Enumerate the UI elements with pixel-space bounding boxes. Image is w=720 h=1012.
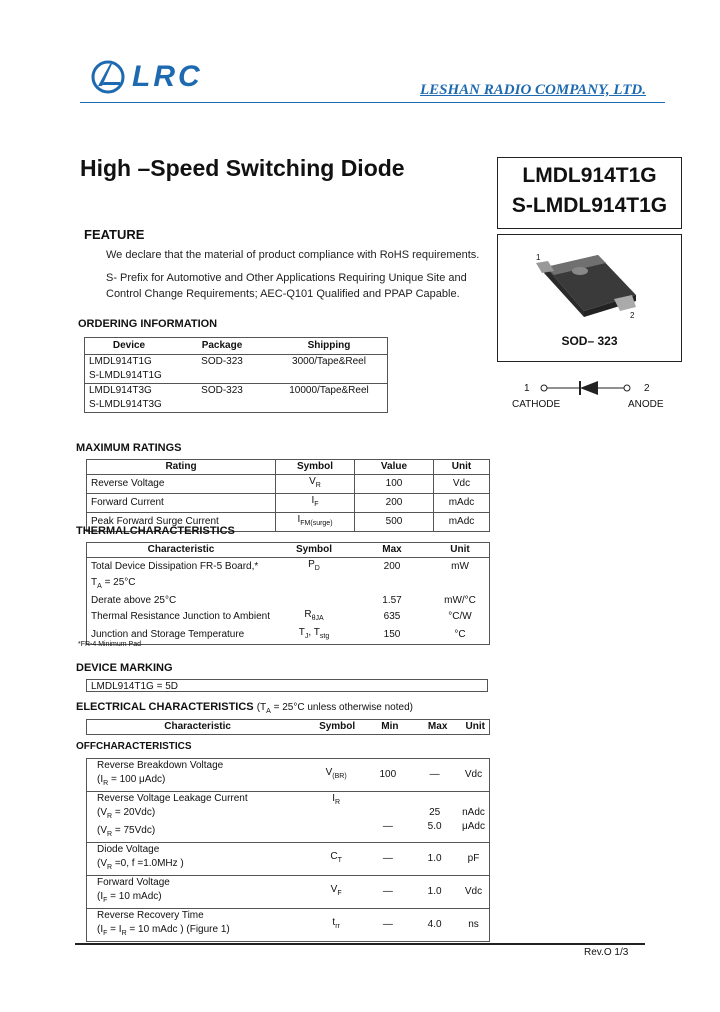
symbol-text: I	[297, 514, 301, 525]
symbol-text: R	[304, 609, 312, 620]
symbol-text: V	[309, 476, 316, 487]
char-min: —	[382, 853, 393, 864]
symbol-text: T	[298, 627, 305, 638]
ordering-col-shipping: Shipping	[271, 338, 388, 355]
thermal-unit: °C	[454, 629, 466, 640]
char-cond-tail: = 10 mAdc ) (Figure 1)	[129, 924, 230, 935]
col-unit: Unit	[465, 721, 485, 732]
min-line: —	[382, 821, 393, 832]
char-cond-tail: = 10 mAdc)	[110, 891, 162, 902]
char-cond-sub: F	[103, 897, 108, 904]
symbol-sub: J	[304, 633, 309, 640]
package-pin1: 1	[536, 253, 541, 262]
rating-name: Forward Current	[87, 494, 276, 513]
rating-symbol	[276, 513, 355, 532]
feature-text-3: Control Change Requirements; AEC-Q101 Qualified and PPAP Capable.	[106, 288, 460, 300]
table-row	[87, 909, 490, 942]
col-max: Max	[382, 544, 402, 555]
char-cond-sub: F	[103, 930, 108, 937]
col-value: Value	[355, 460, 434, 475]
cond-sub: A	[266, 708, 271, 715]
col-symbol: Symbol	[276, 460, 355, 475]
char-symbol	[308, 876, 365, 909]
col-unit: Unit	[450, 544, 470, 555]
char-min	[364, 792, 411, 843]
char-min: 100	[379, 769, 397, 780]
table-row	[87, 475, 490, 494]
thermal-value: 1.57	[382, 595, 402, 606]
rating-unit: mAdc	[434, 494, 490, 513]
thermal-table	[86, 542, 490, 645]
feature-heading: FEATURE	[84, 227, 145, 242]
electrical-table	[86, 758, 490, 942]
symbol-text: C	[330, 851, 338, 862]
electrical-header-table	[86, 719, 490, 735]
thermal-symbol	[275, 608, 353, 626]
symbol-text: I	[332, 793, 335, 804]
symbol-sub: (BR)	[332, 773, 347, 780]
col-min: Min	[381, 721, 399, 732]
symbol-sub: θJA	[311, 615, 324, 622]
symbol-sub: rr	[335, 923, 340, 930]
char-cond: (V	[97, 807, 107, 818]
package-box	[497, 234, 682, 362]
rating-name: Reverse Voltage	[87, 475, 276, 494]
table-row	[87, 843, 490, 876]
table-row	[87, 626, 490, 645]
electrical-cond	[257, 702, 413, 713]
feature-text-1: We declare that the material of product compliance with RoHS requirements.	[106, 249, 480, 261]
rating-unit: Vdc	[434, 475, 490, 494]
table-row	[87, 608, 490, 626]
char-unit: Vdc	[464, 769, 483, 780]
table-row	[87, 558, 490, 577]
footer-rule	[75, 943, 645, 945]
char-line: Reverse Recovery Time	[97, 910, 204, 921]
col-unit: Unit	[434, 460, 490, 475]
table-row	[87, 792, 490, 843]
col-rating: Rating	[87, 460, 276, 475]
symbol-sub: F	[314, 501, 319, 508]
rating-symbol	[276, 475, 355, 494]
char-name	[87, 843, 308, 876]
header-rule	[80, 102, 665, 103]
char-cond-sub: R	[121, 930, 127, 937]
char-max: 4.0	[427, 919, 442, 930]
ordering-device	[85, 384, 174, 413]
thermal-unit: °C/W	[448, 611, 472, 622]
char-name	[87, 792, 308, 843]
cond-pre: (T	[256, 702, 267, 713]
char-symbol	[308, 909, 365, 942]
max-line: 25	[429, 807, 441, 818]
ordering-package: SOD-323	[173, 384, 271, 413]
symbol-text: P	[308, 559, 315, 570]
max-ratings-heading: MAXIMUM RATINGS	[76, 442, 182, 454]
page-title: High –Speed Switching Diode	[80, 155, 405, 181]
symbol-sub: D	[314, 565, 320, 572]
char-line: Reverse Voltage Leakage Current	[97, 793, 248, 804]
symbol-text: , T	[308, 627, 320, 638]
table-row	[87, 494, 490, 513]
char-max: 1.0	[427, 886, 442, 897]
device-name: LMDL914T3G	[89, 385, 152, 396]
thermal-value: 150	[383, 629, 401, 640]
max-line: 5.0	[427, 821, 442, 832]
char-line: Diode Voltage	[97, 844, 160, 855]
marking-value: LMDL914T1G = 5D	[86, 679, 488, 692]
char-line: Reverse Breakdown Voltage	[97, 760, 224, 771]
char-symbol	[308, 792, 365, 843]
thermal-footnote: *FR-4 Minimum Pad	[78, 641, 142, 648]
table-row	[85, 384, 388, 413]
thermal-name: Thermal Resistance Junction to Ambient	[91, 611, 270, 622]
char-cond-sub: R	[107, 864, 113, 871]
ordering-package: SOD-323	[173, 355, 271, 384]
rating-name: Peak Forward Surge Current	[87, 513, 276, 532]
symbol-sub: F	[337, 890, 342, 897]
char-max: —	[429, 769, 440, 780]
diode-symbol-icon	[538, 380, 634, 396]
company-name: LESHAN RADIO COMPANY, LTD.	[420, 82, 647, 98]
char-cond: (I	[97, 891, 104, 902]
ordering-shipping: 3000/Tape&Reel	[271, 355, 388, 384]
part-number-box	[497, 157, 682, 229]
symbol-text: V	[330, 884, 338, 895]
unit-line: μAdc	[462, 821, 485, 832]
col-max: Max	[427, 721, 448, 732]
table-row	[87, 876, 490, 909]
device-name: S-LMDL914T1G	[89, 370, 162, 381]
char-max: 1.0	[427, 853, 442, 864]
cathode-label: CATHODE	[512, 399, 561, 410]
thermal-name: Total Device Dissipation FR-5 Board,*	[91, 561, 259, 572]
thermal-symbol	[275, 626, 353, 645]
table-row	[87, 576, 490, 594]
ordering-shipping: 10000/Tape&Reel	[271, 384, 388, 413]
symbol-text: V	[325, 767, 333, 778]
char-cond-tail: = I	[110, 924, 122, 935]
device-name: LMDL914T1G	[89, 356, 152, 367]
thermal-symbol	[275, 558, 353, 577]
col-symbol: Symbol	[295, 544, 333, 555]
package-label: SOD– 323	[561, 334, 618, 348]
max-ratings-table	[86, 459, 490, 532]
thermal-value: 635	[383, 611, 401, 622]
char-name	[87, 876, 308, 909]
col-characteristic: Characteristic	[147, 544, 215, 555]
char-symbol	[308, 843, 365, 876]
thermal-unit: mW	[451, 561, 469, 572]
anode-label: ANODE	[628, 399, 664, 410]
table-row	[87, 759, 490, 792]
marking-heading: DEVICE MARKING	[76, 662, 173, 674]
char-cond: (I	[97, 774, 104, 785]
thermal-name	[87, 576, 276, 594]
char-unit: ns	[468, 919, 479, 930]
table-row	[85, 355, 388, 384]
char-cond-tail: = 100 μAdc)	[110, 774, 166, 785]
logo-text: LRC	[132, 60, 203, 93]
symbol-text: I	[311, 495, 315, 506]
rating-value: 200	[355, 494, 434, 513]
part-number-1: LMDL914T1G	[522, 164, 657, 187]
char-cond-tail: = 75Vdc)	[114, 825, 156, 836]
electrical-heading: ELECTRICAL CHARACTERISTICS	[76, 701, 254, 713]
char-unit: Vdc	[464, 886, 483, 897]
diode-pin2: 2	[644, 383, 650, 394]
revision-text: Rev.O 1/3	[584, 947, 629, 958]
char-cond-sub: R	[107, 813, 113, 820]
thermal-name: Derate above 25°C	[91, 595, 177, 606]
char-cond: (I	[97, 924, 104, 935]
off-heading: OFFCHARACTERISTICS	[76, 741, 192, 752]
feature-text-2: S- Prefix for Automotive and Other Applications Requiring Unique Site and	[106, 272, 467, 284]
symbol-sub: T	[337, 857, 342, 864]
electrical-heading-line	[76, 701, 413, 715]
symbol-sub: stg	[319, 633, 330, 640]
ordering-device	[85, 355, 174, 384]
symbol-sub: R	[335, 799, 341, 806]
char-symbol	[308, 759, 365, 792]
thermal-name: Junction and Storage Temperature	[91, 629, 245, 640]
rating-value: 100	[355, 475, 434, 494]
diode-pin1: 1	[524, 383, 530, 394]
symbol-sub: FM(surge)	[300, 520, 333, 527]
device-name: S-LMDL914T3G	[89, 399, 162, 410]
char-cond-sub: R	[103, 780, 109, 787]
rating-value: 500	[355, 513, 434, 532]
part-number-2: S-LMDL914T1G	[511, 194, 668, 217]
ordering-heading: ORDERING INFORMATION	[78, 318, 218, 330]
rating-unit: mAdc	[434, 513, 490, 532]
char-cond-sub: R	[107, 831, 113, 838]
ordering-col-package: Package	[173, 338, 271, 355]
char-cond: (V	[97, 858, 107, 869]
package-pin2: 2	[630, 311, 635, 320]
char-name	[87, 759, 308, 792]
ordering-col-device: Device	[85, 338, 174, 355]
col-characteristic: Characteristic	[164, 721, 231, 732]
t-sub: A	[97, 583, 102, 590]
char-cond-tail: =0, f =1.0MHz )	[114, 858, 184, 869]
char-line: Forward Voltage	[97, 877, 170, 888]
thermal-heading: THERMALCHARACTERISTICS	[76, 525, 235, 537]
table-row	[87, 594, 490, 608]
symbol-sub: R	[315, 482, 321, 489]
char-cond: (V	[97, 825, 107, 836]
rating-symbol	[276, 494, 355, 513]
char-min: —	[382, 919, 393, 930]
ordering-table	[84, 337, 388, 413]
char-unit: pF	[467, 853, 480, 864]
col-symbol: Symbol	[319, 721, 356, 732]
thermal-unit: mW/°C	[444, 595, 476, 606]
char-min: —	[382, 886, 393, 897]
unit-line: nAdc	[462, 807, 485, 818]
char-unit	[458, 792, 490, 843]
char-max	[411, 792, 458, 843]
thermal-value: 200	[383, 561, 401, 572]
t-text: T	[91, 577, 98, 588]
t-tail: = 25°C	[104, 577, 136, 588]
char-cond-tail: = 20Vdc)	[114, 807, 156, 818]
cond-post: = 25°C unless otherwise noted)	[273, 702, 413, 713]
symbol-text: t	[332, 917, 336, 928]
char-name	[87, 909, 308, 942]
